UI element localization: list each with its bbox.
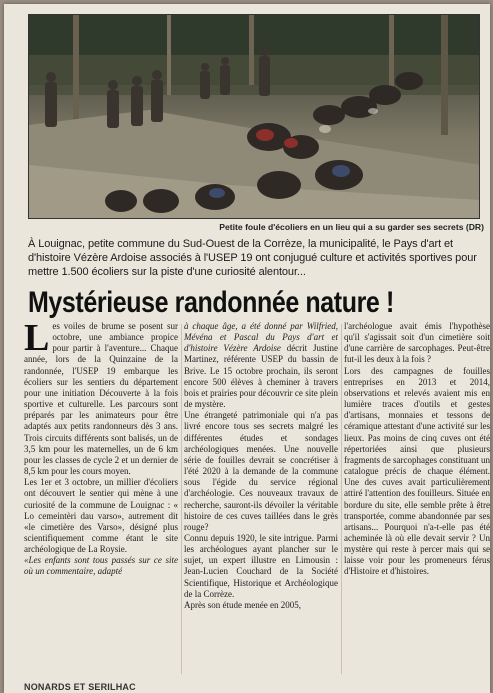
paragraph: «Les enfants sont tous passés sur ce site où un commentaire, adapté (24, 555, 178, 577)
article-column-3 (344, 321, 490, 681)
newspaper-page (4, 4, 490, 693)
article-column-1 (24, 321, 178, 681)
column-divider (181, 324, 182, 674)
paragraph: Une étrangeté patrimoniale qui n'a pas livré encore tous ses secrets malgré les différentes études et sondages archéologiques menées. Une nouvelle série de fouilles devrait se concrétiser à l'été 2020 à la demande de la commune sous l'égide du service régional d'archéologie. Ces nouveaux travaux de recherche, sauront-ils dévoiler la véritable histoire de ces cuves taillées dans le grès rouge? (184, 410, 338, 532)
photo-illustration (29, 15, 480, 219)
photo-caption: Petite foule d'écoliers en un lieu qui a su garder ses secrets (DR) (219, 222, 484, 232)
article-lead: À Louignac, petite commune du Sud-Ouest de la Corrèze, la municipalité, le Pays d'art et d'histoire Vézère Ardoise associés à l'USEP 19 ont conjugué culture et activités sportives pour mettre 1.500 écoliers sur la piste d'une curiosité alentour... (28, 238, 477, 278)
next-article-heading: NONARDS ET SERILHAC (24, 682, 136, 692)
paragraph: Après son étude menée en 2005, (184, 599, 301, 610)
paragraph: l'archéologue avait émis l'hypothèse qu'il s'agissait soit d'un cimetière soit d'une carrière de sarcophages. Peut-être fut-il les deux à la fois ? (344, 321, 490, 365)
paragraph: Les 1er et 3 octobre, un millier d'écoliers ont découvert le sentier qui mène à une curiosité de la commune de Louignac : « Lo cemeintèri dau varso», autrement dit «le cimetière des Varso», désigné plus scientifiquement comme étant le site archéologique de La Roysie. (24, 477, 178, 555)
article-headline: Mystérieuse randonnée nature ! (28, 286, 394, 320)
drop-cap: L (24, 321, 50, 359)
quote-text: à chaque âge, a été donné par Wilfried, Mévéna et Pascal du Pays d'art et d'histoire Vézère Ardoise (184, 321, 338, 354)
paragraph: Lors des campagnes de fouilles entreprises en 2013 et 2014, observations et relevés avaient mis en lumière traces d'outils et gestes d'artisans, monnaies et tessons de céramique attestant d'une activité sur les lieux. Pas moins de cinq cuves ont été répertoriées ainsi que plusieurs fragments de sarcophages constituant un catalogue précis de chaque élément. Une des cuves avait particulièrement attiré l'attention des fouilleurs. Située en bordure du site, elle semble prête à être transportée, comme abandonnée par ses artisans... Pourquoi n'a-t-elle pas été acheminée là où elle devait servir ? Un mystère qui reste à percer mais qui se laisse voir pour les promeneurs férus d'Histoire et d'histoires. (344, 365, 490, 577)
article-photo (28, 14, 480, 219)
article-column-2 (184, 321, 338, 681)
paragraph (184, 321, 338, 410)
column-divider (341, 324, 342, 674)
paragraph-text: décrit Justine Martinez, référente USEP du bassin de Brive. Le 15 octobre prochain, ils seront encore 500 élèves à cheminer à travers bois et prairies pour découvrir ce site plein de mystère. (184, 343, 338, 410)
paragraph: es voiles de brume se posent sur octobre, une ambiance propice pour partir à l'aventure... Chaque année, lors de la Quinzaine de la randonnée, l'USEP 19 embarque les écoliers sur les sentiers du département pour une initiation Découverte à la fois sportive et culturelle. Les parcours sont préparés par les animateurs pour être adaptés aux petits randonneurs dès 3 ans. Trois circuits différents sont balisés, un de 3,5 km pour les maternelles, un de 6 km pour les classes de cycle 2 et un dernier de 8,5 km pour les cours moyen. (24, 321, 178, 477)
paragraph: Connu depuis 1920, le site intrigue. Parmi les archéologues ayant plancher sur le sujet, un expert illustre en Limousin : Jean-Lucien Couchard de la Société Scientifique, Historique et Archéologique de la Corrèze. (184, 532, 338, 599)
